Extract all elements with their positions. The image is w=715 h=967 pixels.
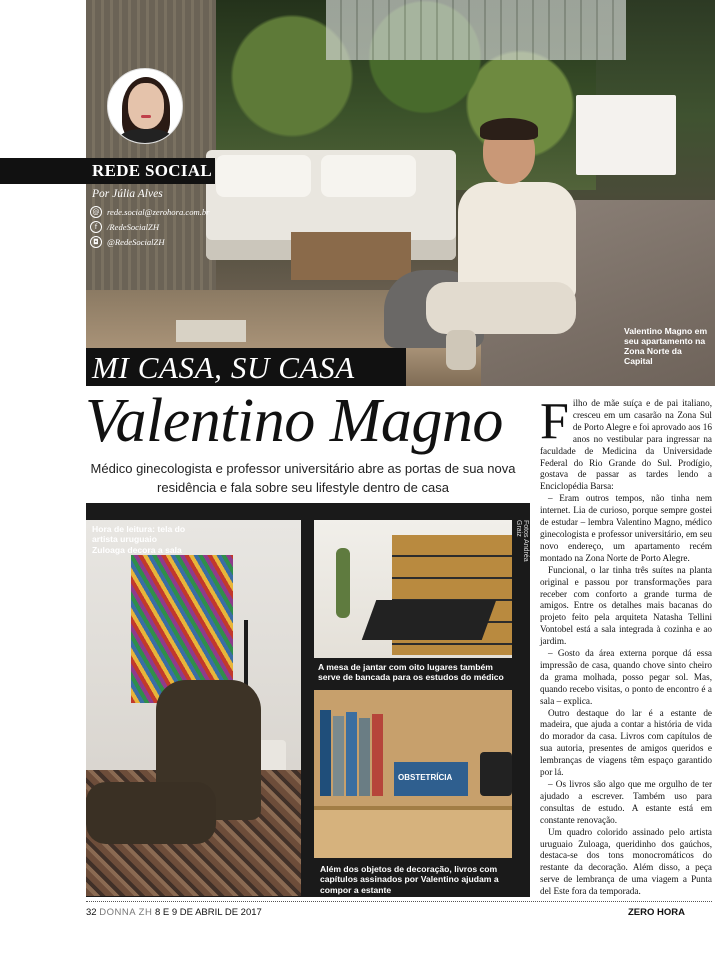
hero-photo [86, 0, 715, 386]
email-icon: @ [90, 206, 102, 218]
lower-shelf [314, 806, 512, 858]
obstetricia-book [394, 762, 468, 796]
article-title: Valentino Magno [85, 387, 503, 455]
contact-facebook[interactable] [90, 221, 159, 233]
book-title: OBSTETRÍCIA [398, 773, 453, 782]
contact-facebook-text: /RedeSocialZH [107, 222, 160, 232]
book-spine [320, 710, 331, 796]
issue-date: 8 E 9 DE ABRIL DE 2017 [154, 907, 262, 918]
hero-cushion [216, 155, 311, 197]
reading-corner-photo [86, 520, 301, 896]
page-number: 32 [86, 907, 97, 918]
caption-dining: A mesa de jantar com oito lugares também serve de bancada para os estudos do médico [318, 662, 504, 683]
article-dek: Médico ginecologista e professor universitário abre as portas de sua nova residência e fala sobre seu lifestyle dentro de casa [90, 461, 516, 495]
paragraph: Outro destaque do lar é a estante de madeira, que ajuda a contar a história de vida do morador da casa. Livros com capítulos de sua autoria, presentes de amigos queridos e lembranças de viagens têm espaço garantido por lá. [540, 707, 712, 778]
contact-email-text: rede.social@zerohora.com.br [107, 207, 210, 217]
author-avatar [107, 68, 183, 144]
dining-table [362, 600, 497, 640]
hero-tray [176, 320, 246, 342]
caption-books: Além dos objetos de decoração, livros com capítulos assinados por Valentino ajudam a compor a estante [320, 864, 499, 895]
contact-email[interactable] [90, 206, 210, 218]
ottoman [86, 782, 216, 844]
hero-window [326, 0, 626, 60]
footer-rule [86, 901, 712, 902]
radio [480, 752, 512, 796]
kicker: MI CASA, SU CASA [92, 350, 355, 385]
paragraph: Funcional, o lar tinha três suítes na planta original e passou por transformações para receber com conforto a grande turma de amigos. Entre os detalhes mais bacanas do projeto feito pela arquiteta Natasha Tellini Vontobel está a sala integrada à cozinha e ao jardim. [540, 564, 712, 647]
section-name: DONNA ZH [99, 907, 153, 918]
book-spine [359, 718, 370, 796]
instagram-icon: ◘ [90, 236, 102, 248]
dropcap: F [540, 393, 569, 450]
newspaper-name: ZERO HORA [628, 907, 685, 918]
book-spine [333, 716, 344, 796]
column-name: REDE SOCIAL [92, 161, 212, 180]
dining-photo [314, 520, 512, 658]
paragraph: – Eram outros tempos, não tinha nem internet. Lia de curioso, porque sempre gostei de estudar – lembra Valentino Magno, médico ginecologista e professor universitário, em seu novo endereço, um apartamento recém montado na Zona Norte de Porto Alegre. [540, 493, 712, 563]
books-photo [314, 690, 512, 858]
paragraph: – Os livros são algo que me orgulho de ter ajudado a escrever. Também uso para consultas de estudo. A estante está em constante renovação. [540, 779, 712, 825]
hero-lamp [576, 95, 676, 175]
book-spine [346, 712, 357, 796]
caption-reading: Hora de leitura: tela do artista uruguaio Zuloaga decora a sala [92, 524, 186, 555]
footer-left [86, 907, 262, 918]
contact-instagram[interactable] [90, 236, 165, 248]
hero-caption: Valentino Magno em seu apartamento na Zona Norte da Capital [624, 326, 708, 366]
book-spine [372, 714, 383, 796]
paragraph: – Gosto da área externa porque dá essa impressão de casa, quando chove sinto cheiro da grama molhada, posso pegar sol. Mas, quando recebo visitas, o ponto de encontro é a sala – explica. [540, 648, 712, 706]
article-body [540, 393, 712, 898]
hero-table [291, 232, 411, 280]
facebook-icon: f [90, 221, 102, 233]
paragraph: Filho de mãe suíça e de pai italiano, cresceu em um casarão na Zona Sul de Porto Alegre e foi aprovado aos 16 anos no vestibular para ingressar na faculdade de Medicina da Universidade Federal do Rio Grande do Sul. Prodígio, gostava de passar as tardes lendo a Enciclopédia Barsa: [540, 393, 712, 492]
photo-credit: Fotos Andréa Graiz [515, 520, 529, 562]
hero-cushion [321, 155, 416, 197]
paragraph: Um quadro colorido assinado pelo artista uruguaio Zuloaga, queridinho dos gaúchos, destaca-se dos tons monocromáticos do restante da decoração. Além disso, a peça serve de lembrança de uma viagem a Punta del Este fora da temporada. [540, 826, 712, 897]
byline: Por Júlia Alves [92, 188, 163, 200]
contact-instagram-text: @RedeSocialZH [107, 237, 165, 247]
cactus [336, 548, 350, 618]
